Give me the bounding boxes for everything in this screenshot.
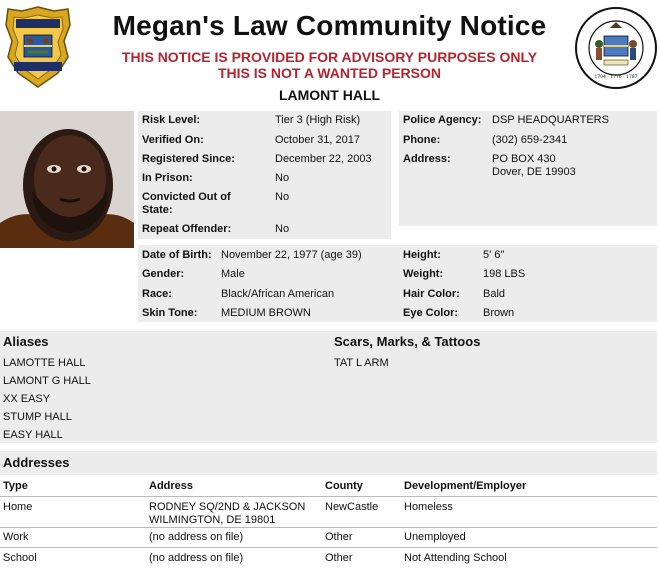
registered-value: December 22, 2003 — [275, 153, 372, 165]
risk-level-value: Tier 3 (High Risk) — [275, 114, 361, 126]
agency-address-line-1: PO BOX 430 — [492, 153, 556, 165]
addresses-col-address: Address — [149, 480, 194, 492]
police-agency-label: Police Agency: — [403, 114, 482, 126]
advisory-text — [0, 49, 659, 81]
race-value: Black/African American — [221, 288, 335, 300]
phone-value: (302) 659-2341 — [492, 134, 568, 146]
address-county: Other — [325, 531, 353, 543]
in-prison-label: In Prison: — [142, 172, 193, 184]
hair-color-value: Bald — [483, 288, 506, 300]
addresses-col-county: County — [325, 480, 363, 492]
notice-title: Megan's Law Community Notice — [112, 10, 547, 41]
advisory-line-1: THIS NOTICE IS PROVIDED FOR ADVISORY PURPOSES ONLY — [121, 49, 538, 65]
svg-text:1704 · 1776 · 1787: 1704 · 1776 · 1787 — [594, 75, 638, 80]
scars-title: Scars, Marks, & Tattoos — [334, 334, 481, 349]
delaware-state-seal-icon — [574, 6, 658, 90]
address-county: Other — [325, 552, 353, 564]
address-line-2: WILMINGTON, DE 19801 — [149, 514, 276, 526]
addresses-title: Addresses — [3, 455, 70, 470]
agency-address-line-2: Dover, DE 19903 — [492, 166, 576, 178]
aliases-title: Aliases — [3, 334, 49, 349]
convicted-label — [142, 191, 231, 217]
dob-value: November 22, 1977 (age 39) — [221, 249, 362, 261]
convicted-label-line-2: State: — [142, 204, 173, 216]
address-employer: Not Attending School — [404, 552, 507, 564]
verified-label: Verified On: — [142, 134, 204, 146]
repeat-offender-value: No — [275, 223, 290, 235]
alias-item: XX EASY — [3, 393, 51, 405]
advisory-line-2: THIS IS NOT A WANTED PERSON — [218, 65, 441, 81]
repeat-offender-label: Repeat Offender: — [142, 223, 232, 235]
address-type: School — [3, 552, 37, 564]
eye-color-label: Eye Color: — [403, 307, 459, 319]
hair-color-label: Hair Color: — [403, 288, 460, 300]
eye-color-value: Brown — [483, 307, 515, 319]
in-prison-value: No — [275, 172, 290, 184]
offender-name: LAMONT HALL — [278, 87, 381, 103]
registered-label: Registered Since: — [142, 153, 235, 165]
skin-tone-label: Skin Tone: — [142, 307, 198, 319]
agency-address-label: Address: — [403, 153, 451, 165]
address-county: NewCastle — [325, 501, 379, 513]
address-type: Home — [3, 501, 33, 513]
police-agency-value: DSP HEADQUARTERS — [492, 114, 609, 126]
person-details-panel — [138, 245, 657, 322]
addresses-col-employer: Development/Employer — [404, 480, 527, 492]
notice-header — [0, 0, 659, 110]
alias-item: LAMOTTE HALL — [3, 357, 86, 369]
phone-label: Phone: — [403, 134, 441, 146]
address-value — [149, 501, 305, 527]
photo-image — [0, 111, 134, 248]
verified-value: October 31, 2017 — [275, 134, 361, 146]
aliases-scars-panel — [0, 331, 657, 443]
address-employer: Homeless — [404, 501, 453, 513]
address-line-1: RODNEY SQ/2ND & JACKSON — [149, 501, 306, 513]
race-label: Race: — [142, 288, 172, 300]
agency-address-value — [492, 153, 576, 179]
address-value: (no address on file) — [149, 552, 244, 564]
address-value: (no address on file) — [149, 531, 244, 543]
addresses-col-type: Type — [3, 480, 28, 492]
addresses-header-bar — [0, 451, 657, 475]
height-label: Height: — [403, 249, 441, 261]
address-employer: Unemployed — [404, 531, 466, 543]
alias-item: EASY HALL — [3, 429, 63, 441]
weight-value: 198 LBS — [483, 268, 526, 280]
height-value: 5' 6" — [483, 249, 505, 261]
convicted-label-line-1: Convicted Out of — [142, 191, 231, 203]
gender-label: Gender: — [142, 268, 185, 280]
offender-photo — [0, 111, 134, 248]
risk-level-label: Risk Level: — [142, 114, 201, 126]
convicted-value: No — [275, 191, 290, 203]
scar-item: TAT L ARM — [334, 357, 389, 369]
table-divider — [0, 496, 657, 497]
address-type: Work — [3, 531, 29, 543]
table-divider — [0, 527, 657, 528]
alias-item: LAMONT G HALL — [3, 375, 91, 387]
skin-tone-value: MEDIUM BROWN — [221, 307, 311, 319]
alias-item: STUMP HALL — [3, 411, 72, 423]
gender-value: Male — [221, 268, 245, 280]
weight-label: Weight: — [403, 268, 444, 280]
table-divider — [0, 547, 657, 548]
dob-label: Date of Birth: — [142, 249, 212, 261]
